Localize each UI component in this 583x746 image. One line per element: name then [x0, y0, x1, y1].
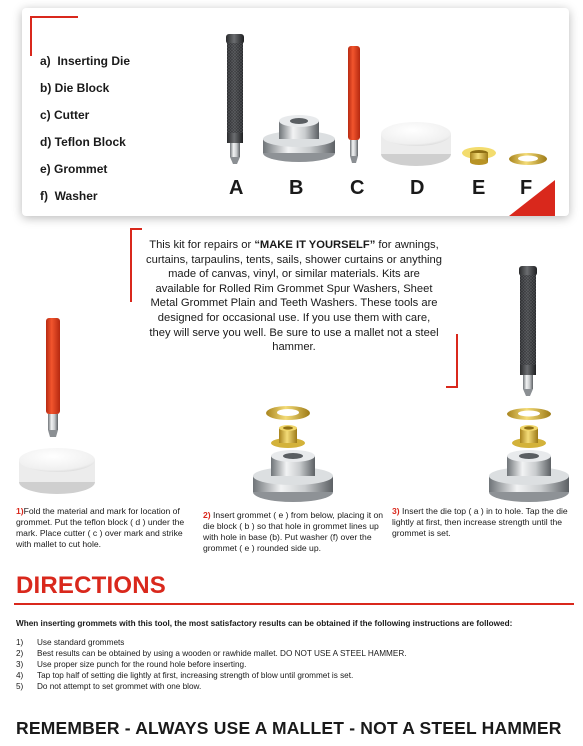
- die-block-image: [262, 113, 336, 165]
- directions-underline: [14, 603, 574, 605]
- inserting-die-image: [220, 34, 250, 166]
- instructions-list: [16, 637, 407, 692]
- label-e: E: [472, 177, 486, 199]
- list-item: 5) Do not attempt to set grommet with one blow.: [16, 682, 202, 691]
- list-item: 2) Best results can be obtained by using a wooden or rawhide mallet. DO NOT USE A STEEL HAMMER.: [16, 649, 407, 658]
- part-item-c: c) Cutter: [40, 108, 90, 122]
- label-f: F: [520, 177, 533, 199]
- cutter-image: [347, 46, 361, 166]
- corner-accent-top-left: [30, 16, 78, 56]
- remember-banner: REMEMBER - ALWAYS USE A MALLET - NOT A STEEL HAMMER: [16, 718, 562, 738]
- label-c: C: [350, 177, 365, 199]
- step2-die-block-image: [252, 448, 334, 504]
- part-list: [40, 54, 130, 216]
- step3-grommet-image: [511, 424, 547, 448]
- teflon-block-image: [380, 120, 452, 168]
- step3-washer-image: [506, 406, 552, 422]
- intro-text: This kit for repairs or “MAKE IT YOURSELF” for awnings, curtains, tarpaulins, tents, sails, shower curtains or anything made of canvas, vinyl, or similar materials. Kits are available for Rolled Rim Grommet Spur Washers, Sheet Metal Grommet Plain and Teeth Washers. These tools are designed for occasional use. If you use them with care, they will serve you well. Be sure to use a mallet not a steel hammer.: [146, 239, 442, 354]
- part-item-d: d) Teflon Block: [40, 135, 126, 149]
- step-1-text: 1)Fold the material and mark for location of grommet. Put the teflon block ( d ) under the mark. Place cutter ( c ) over mark and strike with mallet to cut hole.: [16, 506, 185, 549]
- part-item-b: b) Die Block: [40, 81, 110, 95]
- step3-die-block-image: [488, 448, 570, 504]
- directions-heading: DIRECTIONS: [16, 572, 167, 599]
- step2-grommet-image: [270, 424, 306, 448]
- frame-line-left: [130, 228, 132, 302]
- part-item-a: a) Inserting Die: [40, 54, 131, 68]
- washer-image: [508, 151, 548, 167]
- frame-line-bottom: [446, 386, 458, 388]
- instructions-intro: When inserting grommets with this tool, the most satisfactory results can be obtained if the following instructions are followed:: [16, 619, 513, 628]
- frame-line-right: [456, 334, 458, 388]
- label-a: A: [229, 177, 244, 199]
- list-item: 4) Tap top half of setting die lightly at first, increasing strength of blow until grommet is set.: [16, 671, 354, 680]
- step-3-text: 3) Insert the die top ( a ) in to hole. Tap the die lightly at first, then increase strength until the grommet is set.: [392, 506, 568, 538]
- step1-teflon-image: [18, 446, 96, 496]
- step2-washer-image: [265, 404, 311, 422]
- grommet-image: [461, 145, 497, 167]
- label-d: D: [410, 177, 425, 199]
- part-item-f: f) Washer: [40, 189, 98, 203]
- part-item-e: e) Grommet: [40, 162, 108, 176]
- step3-inserting-die-image: [513, 266, 543, 398]
- list-item: 1) Use standard grommets: [16, 638, 125, 647]
- step-2-text: 2) Insert grommet ( e ) from below, placing it on die block ( b ) so that hole in grommet lines up with hole in base (b). Put washer (f) over the grommet ( e ) rounded side up.: [203, 510, 384, 553]
- label-b: B: [289, 177, 304, 199]
- list-item: 3) Use proper size punch for the round hole before inserting.: [16, 660, 247, 669]
- intro-frame: [130, 228, 458, 378]
- frame-line-top: [130, 228, 142, 230]
- step1-cutter-image: [44, 318, 62, 440]
